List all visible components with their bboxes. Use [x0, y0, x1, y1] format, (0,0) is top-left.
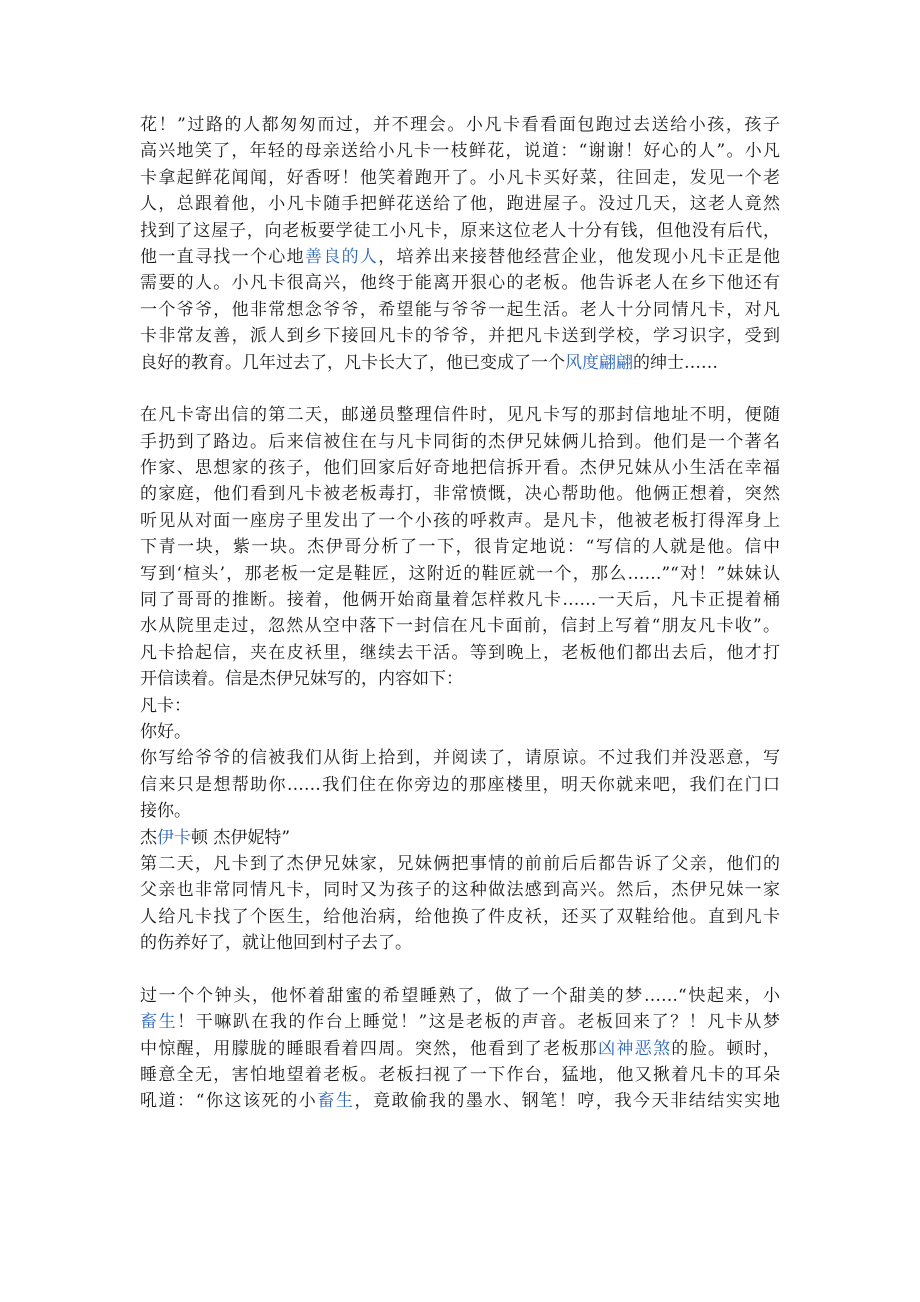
text-line [140, 481, 780, 507]
text-segment: 顿 杰伊妮特” [191, 827, 291, 848]
text-line [140, 1036, 780, 1062]
text-segment: 一个爷爷，他非常想念爷爷，希望能与爷爷一起生活。老人十分同情凡卡，对凡 [140, 299, 780, 320]
paragraph [140, 402, 780, 956]
text-segment: 凡卡拾起信，夹在皮袄里，继续去干活。等到晚上，老板他们都出去后，他才打 [140, 642, 780, 663]
text-segment: 卡非常友善，派人到乡下接回凡卡的爷爷，并把凡卡送到学校，学习识字，受到 [140, 326, 780, 347]
text-segment: 接你。 [140, 801, 191, 822]
text-segment: 的脸。顿时， [671, 1038, 781, 1059]
text-line [140, 1088, 780, 1114]
text-segment: 开信读着。信是杰伊兄妹写的，内容如下： [140, 669, 463, 690]
keyword-link[interactable]: 善良的人 [304, 246, 379, 267]
text-line [140, 218, 780, 244]
text-segment: 花！”过路的人都匆匆而过，并不理会。小凡卡看看面包跑过去送给小孩，孩子 [140, 115, 780, 135]
text-line [140, 165, 780, 191]
text-line [140, 983, 780, 1009]
text-segment: 杰 [140, 827, 157, 848]
text-segment: 良好的教育。几年过去了，凡卡长大了，他已变成了一个 [140, 352, 565, 373]
text-segment: 下青一块，紫一块。杰伊哥分析了一下，很肯定地说：“写信的人就是他。信中 [140, 537, 780, 558]
text-segment: 高兴地笑了，年轻的母亲送给小凡卡一枝鲜花，说道：“谢谢！好心的人”。小凡 [140, 141, 780, 162]
text-segment: 同了哥哥的推断。接着，他俩开始商量着怎样救凡卡……一天后，凡卡正提着桶 [140, 590, 780, 611]
text-segment: 父亲也非常同情凡卡，同时又为孩子的这种做法感到高兴。然后，杰伊兄妹一家 [140, 880, 780, 901]
text-segment: 吼道：“你这该死的小 [140, 1091, 318, 1112]
keyword-link[interactable]: 凶神恶煞 [598, 1038, 672, 1059]
text-line [140, 877, 780, 903]
text-line [140, 534, 780, 560]
text-line [140, 693, 780, 719]
text-segment: 的绅士…… [633, 352, 718, 373]
text-segment: 写到‘楦头’，那老板一定是鞋匠，这附近的鞋匠就一个，那么……”“对！”妹妹认 [140, 563, 780, 584]
keyword-link[interactable]: 畜生 [317, 1091, 355, 1112]
text-segment: ！干嘛趴在我的作台上睡觉！”这是老板的声音。老板回来了？！凡卡从梦 [177, 1012, 780, 1033]
keyword-link[interactable]: 畜生 [140, 1012, 178, 1033]
text-segment: 作家、思想家的孩子，他们回家后好奇地把信拆开看。杰伊兄妹从小生活在幸福 [140, 458, 780, 479]
paragraph [140, 983, 780, 1115]
paragraph [140, 112, 780, 376]
text-line [140, 930, 780, 956]
text-line [140, 402, 780, 428]
document-page [140, 112, 780, 1115]
paragraph-gap [140, 957, 780, 983]
text-segment: 听见从对面一座房子里发出了一个小孩的呼救声。是凡卡，他被老板打得浑身上 [140, 510, 780, 531]
text-line [140, 825, 780, 851]
text-segment: 找到了这屋子，向老板要学徒工小凡卡，原来这位老人十分有钱，但他没有后代， [140, 220, 780, 241]
text-line [140, 455, 780, 481]
text-line [140, 270, 780, 296]
text-line [140, 587, 780, 613]
text-segment: 他一直寻找一个心地 [140, 246, 305, 267]
text-segment: 睡意全无，害怕地望着老板。老板扫视了一下作台，猛地，他又揪着凡卡的耳朵 [140, 1065, 780, 1086]
text-line [140, 719, 780, 745]
text-line [140, 297, 780, 323]
text-segment: 需要的人。小凡卡很高兴，他终于能离开狠心的老板。他告诉老人在乡下他还有 [140, 273, 780, 294]
text-segment: 凡卡： [140, 695, 191, 716]
text-line [140, 904, 780, 930]
text-segment: 你好。 [140, 721, 191, 742]
text-line [140, 640, 780, 666]
text-segment: 手扔到了路边。后来信被住在与凡卡同街的杰伊兄妹俩儿拾到。他们是一个著名 [140, 431, 780, 452]
keyword-link[interactable]: 伊卡 [157, 827, 191, 848]
text-line [140, 798, 780, 824]
text-segment: 你写给爷爷的信被我们从街上拾到，并阅读了，请原谅。不过我们并没恶意，写 [140, 748, 780, 769]
text-segment: 的伤养好了，就让他回到村子去了。 [140, 933, 412, 954]
text-line [140, 323, 780, 349]
text-line [140, 191, 780, 217]
text-segment: 的家庭，他们看到凡卡被老板毒打，非常愤慨，决心帮助他。他俩正想着，突然 [140, 484, 780, 505]
text-line [140, 112, 780, 138]
keyword-link[interactable]: 风度翩翩 [565, 352, 633, 373]
text-line [140, 429, 780, 455]
text-line [140, 350, 780, 376]
text-line [140, 1062, 780, 1088]
text-line [140, 244, 780, 270]
text-segment: 中惊醒，用朦胧的睡眼看着四周。突然，他看到了老板那 [140, 1038, 599, 1059]
text-segment: 人，总跟着他，小凡卡随手把鲜花送给了他，跑进屋子。没过几天，这老人竟然 [140, 194, 780, 215]
text-segment: ，竟敢偷我的墨水、钢笔！哼，我今天非结结实实地 [354, 1091, 781, 1112]
text-line [140, 666, 780, 692]
text-line [140, 561, 780, 587]
text-line [140, 613, 780, 639]
text-line [140, 745, 780, 771]
text-line [140, 1009, 780, 1035]
text-segment: 水从院里走过，忽然从空中落下一封信在凡卡面前，信封上写着“朋友凡卡收”。 [140, 616, 780, 637]
text-segment: 在凡卡寄出信的第二天，邮递员整理信件时，见凡卡写的那封信地址不明，便随 [140, 405, 780, 426]
text-segment: 信来只是想帮助你……我们住在你旁边的那座楼里，明天你就来吧，我们在门口 [140, 774, 780, 795]
paragraph-gap [140, 376, 780, 402]
text-line [140, 851, 780, 877]
text-line [140, 138, 780, 164]
text-segment: ，培养出来接替他经营企业，他发现小凡卡正是他 [378, 246, 781, 267]
text-segment: 过一个个钟头，他怀着甜蜜的希望睡熟了，做了一个甜美的梦……“快起来，小 [140, 985, 780, 1006]
text-segment: 第二天，凡卡到了杰伊兄妹家，兄妹俩把事情的前前后后都告诉了父亲，他们的 [140, 853, 780, 874]
text-line [140, 772, 780, 798]
text-line [140, 508, 780, 534]
text-segment: 人给凡卡找了个医生，给他治病，给他换了件皮袄，还买了双鞋给他。直到凡卡 [140, 906, 780, 927]
text-segment: 卡拿起鲜花闻闻，好香呀！他笑着跑开了。小凡卡买好菜，往回走，发见一个老 [140, 167, 780, 188]
